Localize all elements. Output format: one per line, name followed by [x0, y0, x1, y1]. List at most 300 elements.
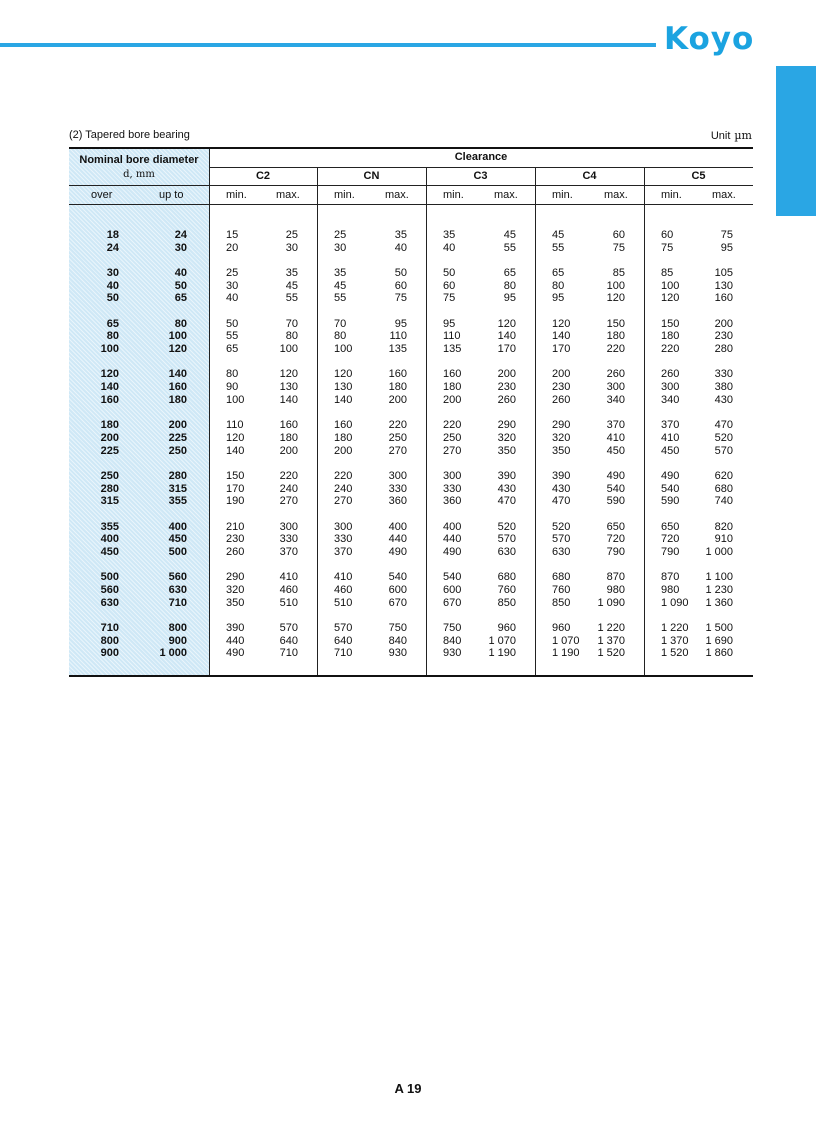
bore-up-to: 225	[168, 431, 187, 444]
c3-min: 750	[443, 621, 462, 634]
cn-min: 270	[334, 495, 353, 508]
c3-min: 360	[443, 495, 462, 508]
c5-max: 820	[714, 520, 733, 533]
c4-min: 120	[552, 317, 571, 330]
c3-min: 40	[443, 241, 456, 254]
bore-up-to: 1 000	[159, 647, 187, 660]
c5-min: 100	[661, 279, 680, 292]
bore-up-to: 80	[174, 317, 187, 330]
c3-min: 110	[443, 330, 461, 343]
bore-over: 280	[100, 482, 119, 495]
c3-min: 440	[443, 533, 462, 546]
c2-min: 110	[226, 419, 244, 432]
unit-symbol: µm	[734, 129, 752, 142]
c2-min: 80	[226, 368, 239, 381]
c2-min: 230	[226, 533, 245, 546]
bore-over: 180	[100, 419, 119, 432]
c5-min: 1 520	[661, 647, 689, 660]
c3-max: 520	[497, 520, 516, 533]
cn-max-header: max.	[385, 189, 409, 201]
c3-max: 390	[497, 469, 516, 482]
cn-max: 490	[388, 545, 407, 558]
bore-up-to: 710	[168, 596, 187, 609]
c5-min: 300	[661, 381, 680, 394]
col-over: over	[91, 189, 113, 201]
clearance-heading: Clearance	[454, 151, 508, 163]
table-caption: (2) Tapered bore bearing	[69, 129, 190, 141]
c4-min: 230	[552, 381, 571, 394]
c3-min: 270	[443, 444, 462, 457]
bore-over: 355	[100, 520, 119, 533]
c2-min-header: min.	[226, 189, 247, 201]
c4-max: 1 220	[597, 621, 625, 634]
bore-over: 120	[100, 368, 119, 381]
header-rule	[0, 43, 656, 47]
c2-max: 25	[285, 229, 298, 241]
c4-max: 120	[606, 292, 625, 305]
table-row	[69, 445, 753, 458]
table-row	[69, 546, 753, 559]
table-row	[69, 280, 753, 293]
c4-max: 790	[606, 545, 625, 558]
c4-max: 60	[612, 229, 625, 241]
c2-min: 320	[226, 583, 245, 596]
bore-up-to: 180	[168, 393, 187, 406]
bore-up-to: 800	[168, 621, 187, 634]
cn-min: 35	[334, 267, 347, 279]
c5-min: 120	[661, 292, 680, 305]
bore-up-to: 355	[168, 495, 187, 508]
table-row	[69, 242, 753, 255]
cn-max: 200	[388, 393, 407, 406]
c4-max: 870	[606, 571, 625, 584]
c2-max: 160	[279, 419, 298, 432]
c4-min: 680	[552, 571, 571, 584]
bore-up-to: 450	[168, 533, 187, 546]
c3-min: 300	[443, 469, 462, 482]
c2-min: 150	[226, 469, 245, 482]
c5-max: 680	[714, 482, 733, 495]
bore-over: 100	[100, 343, 119, 356]
bore-up-to: 250	[168, 444, 187, 457]
bore-over: 900	[100, 647, 119, 660]
c4-min: 45	[552, 229, 565, 241]
c2-min: 260	[226, 545, 245, 558]
cn-max: 400	[388, 520, 407, 533]
c2-max: 640	[279, 634, 298, 647]
c5-max: 280	[714, 343, 733, 356]
c4-max-header: max.	[604, 189, 628, 201]
c5-max: 105	[714, 267, 733, 279]
table-row	[69, 470, 753, 483]
c3-max: 80	[503, 279, 516, 292]
group-c3: C3	[473, 170, 488, 182]
c5-max: 1 500	[705, 621, 733, 634]
cn-min: 510	[334, 596, 353, 609]
c4-max: 450	[606, 444, 625, 457]
bore-up-to: 120	[168, 343, 187, 356]
c3-min: 75	[443, 292, 456, 305]
cn-max: 50	[394, 267, 407, 279]
c5-min: 1 220	[661, 621, 689, 634]
c3-min: 840	[443, 634, 462, 647]
table-row	[69, 647, 753, 660]
c2-max: 140	[279, 393, 298, 406]
section-tab	[776, 66, 816, 216]
c4-min: 95	[552, 292, 565, 305]
c4-max: 1 370	[597, 634, 625, 647]
c2-min: 140	[226, 444, 245, 457]
c2-max: 70	[285, 317, 298, 330]
bore-over: 40	[106, 279, 119, 292]
c3-max: 1 190	[488, 647, 516, 660]
c5-min: 340	[661, 393, 680, 406]
cn-min: 640	[334, 634, 353, 647]
c4-min: 850	[552, 596, 571, 609]
c5-min: 870	[661, 571, 680, 584]
cn-max: 360	[388, 495, 407, 508]
c5-min: 260	[661, 368, 680, 381]
c2-min: 210	[226, 520, 245, 533]
c2-min: 90	[226, 381, 239, 394]
c5-min-header: min.	[661, 189, 682, 201]
c4-max: 650	[606, 520, 625, 533]
table-row	[69, 533, 753, 546]
c2-min: 40	[226, 292, 239, 305]
c5-min: 220	[661, 343, 680, 356]
c2-min: 30	[226, 279, 239, 292]
c4-min: 1 190	[552, 647, 580, 660]
c3-min: 600	[443, 583, 462, 596]
bore-up-to: 140	[168, 368, 187, 381]
table-row	[69, 343, 753, 356]
c4-min: 260	[552, 393, 571, 406]
c4-max: 100	[606, 279, 625, 292]
cn-min-header: min.	[334, 189, 355, 201]
c5-max: 570	[714, 444, 733, 457]
c4-min: 55	[552, 241, 565, 254]
c2-max: 300	[279, 520, 298, 533]
c3-max: 960	[497, 621, 516, 634]
cn-max: 60	[394, 279, 407, 292]
c4-min: 570	[552, 533, 571, 546]
c3-max: 350	[497, 444, 516, 457]
page-number: A 19	[394, 1081, 422, 1096]
c3-min: 160	[443, 368, 462, 381]
clearance-table	[69, 147, 753, 677]
c5-max: 1 360	[705, 596, 733, 609]
table-row	[69, 229, 753, 242]
c4-max: 590	[606, 495, 625, 508]
bore-over: 30	[106, 267, 119, 279]
bore-over: 400	[100, 533, 119, 546]
c3-max: 45	[503, 229, 516, 241]
c4-max: 260	[606, 368, 625, 381]
c2-min: 170	[226, 482, 245, 495]
c3-min-header: min.	[443, 189, 464, 201]
cn-max: 220	[388, 419, 407, 432]
c5-max: 910	[714, 533, 733, 546]
bore-heading: Nominal bore diameter	[79, 154, 199, 166]
c2-max: 330	[279, 533, 298, 546]
c2-min: 390	[226, 621, 245, 634]
bore-up-to: 900	[168, 634, 187, 647]
c5-max: 1 690	[705, 634, 733, 647]
bore-up-to: 560	[168, 571, 187, 584]
cn-min: 180	[334, 431, 353, 444]
bore-up-to: 100	[168, 330, 187, 343]
c3-min: 95	[443, 317, 456, 330]
c5-min: 450	[661, 444, 680, 457]
bore-up-to: 630	[168, 583, 187, 596]
bore-over: 710	[100, 621, 119, 634]
c2-min: 55	[226, 330, 239, 343]
c2-max: 180	[279, 431, 298, 444]
cn-min: 100	[334, 343, 353, 356]
c5-max: 380	[714, 381, 733, 394]
c4-min: 470	[552, 495, 571, 508]
bore-up-to: 315	[168, 482, 187, 495]
c5-max: 1 000	[705, 545, 733, 558]
bore-up-to: 200	[168, 419, 187, 432]
c2-max: 270	[279, 495, 298, 508]
cn-min: 25	[334, 229, 347, 241]
c5-min: 75	[661, 241, 674, 254]
c4-min: 200	[552, 368, 571, 381]
c3-max: 140	[497, 330, 516, 343]
cn-max: 75	[394, 292, 407, 305]
c2-min: 350	[226, 596, 245, 609]
bore-up-to: 50	[174, 279, 187, 292]
c4-max: 85	[612, 267, 625, 279]
cn-max: 930	[388, 647, 407, 660]
cn-min: 460	[334, 583, 353, 596]
c4-max: 1 520	[597, 647, 625, 660]
cn-max: 250	[388, 431, 407, 444]
c5-max-header: max.	[712, 189, 736, 201]
c2-max: 120	[279, 368, 298, 381]
bore-up-to: 160	[168, 381, 187, 394]
cn-min: 200	[334, 444, 353, 457]
c3-max: 65	[503, 267, 516, 279]
bore-over: 500	[100, 571, 119, 584]
cn-min: 140	[334, 393, 353, 406]
c4-max: 370	[606, 419, 625, 432]
cn-max: 840	[388, 634, 407, 647]
c2-max: 710	[279, 647, 298, 660]
unit-label	[711, 129, 752, 142]
c4-min: 290	[552, 419, 571, 432]
cn-min: 70	[334, 317, 347, 330]
cn-min: 300	[334, 520, 353, 533]
c3-max: 120	[497, 317, 516, 330]
c5-max: 470	[714, 419, 733, 432]
c2-max: 30	[285, 241, 298, 254]
c4-max: 1 090	[597, 596, 625, 609]
c4-min: 80	[552, 279, 565, 292]
c3-max: 470	[497, 495, 516, 508]
col-up-to: up to	[159, 189, 184, 201]
bore-over: 560	[100, 583, 119, 596]
table-row	[69, 368, 753, 381]
c4-min: 390	[552, 469, 571, 482]
c5-max: 75	[720, 229, 733, 241]
table-row	[69, 521, 753, 534]
bore-up-to: 40	[174, 267, 187, 279]
cn-min: 45	[334, 279, 347, 292]
table-row	[69, 394, 753, 407]
bore-over: 160	[100, 393, 119, 406]
c2-max: 200	[279, 444, 298, 457]
c2-max: 55	[285, 292, 298, 305]
cn-max: 35	[394, 229, 407, 241]
table-row	[69, 432, 753, 445]
c2-max: 130	[279, 381, 298, 394]
cn-max: 110	[389, 330, 407, 343]
c5-max: 230	[714, 330, 733, 343]
c2-min: 100	[226, 393, 245, 406]
c4-min: 320	[552, 431, 571, 444]
c2-min: 25	[226, 267, 239, 279]
c3-max: 320	[497, 431, 516, 444]
table-row	[69, 330, 753, 343]
c2-max: 510	[279, 596, 298, 609]
table-row	[69, 483, 753, 496]
c3-max: 1 070	[488, 634, 516, 647]
c2-min: 65	[226, 343, 239, 356]
unit-text: Unit	[710, 130, 731, 142]
cn-min: 410	[334, 571, 353, 584]
c5-min: 150	[661, 317, 680, 330]
c4-max: 490	[606, 469, 625, 482]
c5-max: 430	[714, 393, 733, 406]
c5-min: 720	[661, 533, 680, 546]
c2-min: 120	[226, 431, 245, 444]
c3-min: 930	[443, 647, 462, 660]
c3-min: 540	[443, 571, 462, 584]
c2-min: 15	[226, 229, 239, 241]
c5-min: 540	[661, 482, 680, 495]
c5-min: 980	[661, 583, 680, 596]
c5-max: 740	[714, 495, 733, 508]
c5-min: 180	[661, 330, 680, 343]
cn-min: 240	[334, 482, 353, 495]
c4-max: 220	[606, 343, 625, 356]
c4-max: 720	[606, 533, 625, 546]
cn-max: 670	[388, 596, 407, 609]
c2-max: 370	[279, 545, 298, 558]
group-c2: C2	[255, 170, 271, 182]
c5-min: 60	[661, 229, 674, 241]
c5-max: 330	[714, 368, 733, 381]
c3-min: 50	[443, 267, 456, 279]
bore-over: 450	[100, 545, 119, 558]
bore-over: 800	[100, 634, 119, 647]
table-row	[69, 597, 753, 610]
bore-over: 24	[106, 241, 119, 254]
cn-min: 330	[334, 533, 353, 546]
c4-min: 170	[552, 343, 571, 356]
c5-min: 370	[661, 419, 680, 432]
c2-min: 440	[226, 634, 245, 647]
c3-min: 180	[443, 381, 462, 394]
c4-max: 180	[606, 330, 625, 343]
table-row	[69, 571, 753, 584]
group-c4: C4	[582, 170, 597, 182]
bore-up-to: 400	[168, 520, 187, 533]
c4-min: 630	[552, 545, 571, 558]
cn-min: 570	[334, 621, 353, 634]
c5-max: 95	[720, 241, 733, 254]
c4-max: 540	[606, 482, 625, 495]
c5-min: 650	[661, 520, 680, 533]
c5-min: 410	[661, 431, 680, 444]
table-row	[69, 267, 753, 280]
c5-max: 520	[714, 431, 733, 444]
cn-max: 95	[394, 317, 407, 330]
cn-max: 160	[388, 368, 407, 381]
bore-up-to: 24	[174, 229, 187, 241]
c4-min: 760	[552, 583, 571, 596]
c2-max: 220	[279, 469, 298, 482]
c4-min: 960	[552, 621, 571, 634]
c4-max: 340	[606, 393, 625, 406]
bore-up-to: 30	[174, 241, 187, 254]
bore-subheading: d, mm	[123, 169, 155, 180]
c2-max: 80	[285, 330, 298, 343]
table-row	[69, 381, 753, 394]
c5-max: 200	[714, 317, 733, 330]
bore-over: 18	[106, 229, 119, 241]
c3-max: 170	[497, 343, 516, 356]
c3-min: 135	[443, 343, 462, 356]
c3-max: 630	[497, 545, 516, 558]
c4-max: 410	[606, 431, 625, 444]
c5-max: 130	[714, 279, 733, 292]
table-row	[69, 495, 753, 508]
cn-min: 160	[334, 419, 353, 432]
table-row	[69, 622, 753, 635]
cn-max: 300	[388, 469, 407, 482]
c3-min: 35	[443, 229, 456, 241]
c2-max: 35	[285, 267, 298, 279]
c3-min: 60	[443, 279, 456, 292]
table-row	[69, 419, 753, 432]
cn-min: 120	[334, 368, 353, 381]
table-row	[69, 635, 753, 648]
c4-max: 75	[612, 241, 625, 254]
c2-min: 190	[226, 495, 245, 508]
c3-max: 430	[497, 482, 516, 495]
c3-max: 55	[503, 241, 516, 254]
c3-min: 400	[443, 520, 462, 533]
rule-under-clearance	[209, 167, 753, 168]
table-row	[69, 318, 753, 331]
c3-max: 200	[497, 368, 516, 381]
c3-min: 200	[443, 393, 462, 406]
c2-min: 20	[226, 241, 239, 254]
c3-max: 760	[497, 583, 516, 596]
c3-max-header: max.	[494, 189, 518, 201]
c3-min: 490	[443, 545, 462, 558]
c2-min: 290	[226, 571, 245, 584]
c2-max: 100	[279, 343, 298, 356]
c2-min: 50	[226, 317, 239, 330]
c2-max: 410	[279, 571, 298, 584]
cn-min: 80	[334, 330, 347, 343]
c5-min: 790	[661, 545, 680, 558]
bore-over: 50	[106, 292, 119, 305]
